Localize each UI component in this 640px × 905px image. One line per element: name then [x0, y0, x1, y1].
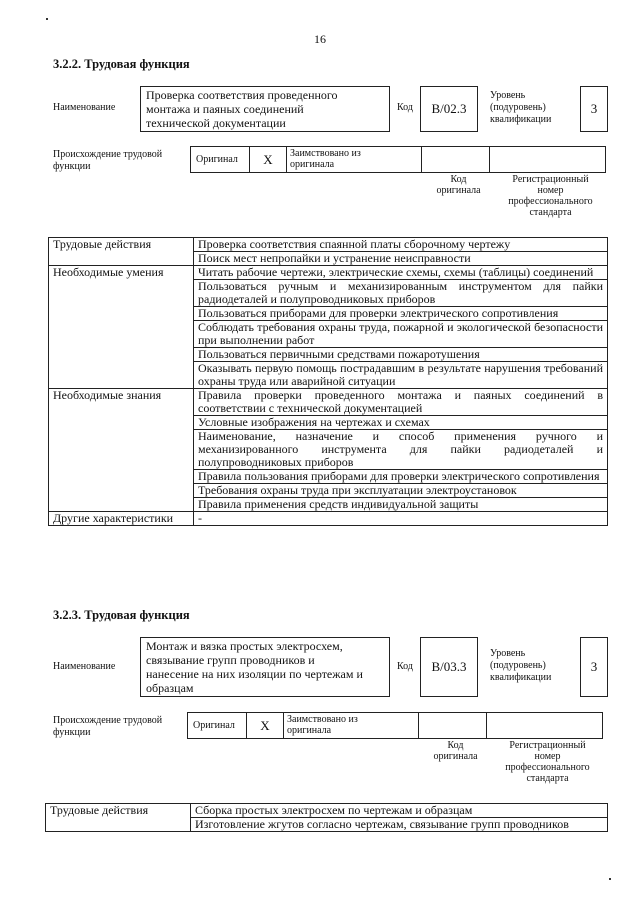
registration-number-caption	[492, 174, 609, 218]
row-item: Сборка простых электросхем по чертежам и образцам	[191, 804, 608, 818]
row-item: Правила применения средств индивидуальной защиты	[194, 498, 608, 512]
qualification-level-label	[490, 90, 551, 126]
caption-line: номер	[537, 185, 564, 196]
borrowed-label-line: Заимствовано из	[287, 714, 358, 725]
function-name-line: Проверка соответствия проведенного	[146, 88, 338, 102]
function-name-line: монтажа и паяных соединений	[146, 102, 304, 116]
function-code: B/03.3	[420, 637, 478, 697]
origin-label-line: функции	[53, 727, 91, 738]
section-title: 3.2.2. Трудовая функция	[53, 57, 190, 71]
function-name-line: технической документации	[146, 116, 286, 130]
borrowed-label-line: оригинала	[290, 159, 335, 170]
origin-label	[53, 149, 162, 173]
caption-line: Код	[447, 740, 464, 751]
function-table	[48, 237, 608, 526]
function-name-line: нанесение на них изоляции по чертежам и	[146, 667, 363, 681]
qualification-level: 3	[580, 86, 608, 132]
caption-line: Код	[450, 174, 467, 185]
caption-line: профессионального	[508, 196, 593, 207]
table-row	[49, 389, 608, 416]
table-row	[49, 512, 608, 526]
level-label-line: квалификации	[490, 672, 552, 683]
row-category: Необходимые умения	[49, 266, 194, 389]
registration-number-cell	[489, 146, 606, 173]
caption-line: профессионального	[505, 762, 590, 773]
row-item: Пользоваться приборами для проверки электрического сопротивления	[194, 307, 608, 321]
code-label: Код	[397, 102, 413, 113]
function-name-line: связывание групп проводников и	[146, 653, 315, 667]
origin-row	[190, 146, 605, 173]
borrowed-label	[283, 712, 419, 739]
function-name-box	[140, 637, 390, 697]
row-category: Необходимые знания	[49, 389, 194, 512]
row-category: Другие характеристики	[49, 512, 194, 526]
row-item: Проверка соответствия спаянной платы сборочному чертежу	[194, 238, 608, 252]
table-row	[46, 804, 608, 818]
row-item: Правила пользования приборами для проверки электрического сопротивления	[194, 470, 608, 484]
borrowed-label-line: Заимствовано из	[290, 148, 361, 159]
level-label-line: (подуровень)	[490, 102, 546, 113]
scan-speck	[609, 878, 611, 880]
table-row	[49, 238, 608, 252]
registration-number-caption	[489, 740, 606, 784]
page-number: 16	[314, 32, 326, 46]
row-item: Правила проверки проведенного монтажа и паяных соединений в соответствии с технической документацией	[194, 389, 608, 416]
function-code: B/02.3	[420, 86, 478, 132]
qualification-level: 3	[580, 637, 608, 697]
original-code-cell	[418, 712, 487, 739]
row-item: Пользоваться первичными средствами пожаротушения	[194, 348, 608, 362]
qualification-level-label	[490, 648, 551, 684]
origin-label-line: Происхождение трудовой	[53, 715, 163, 726]
function-name-line: образцам	[146, 681, 194, 695]
origin-row	[187, 712, 602, 739]
registration-number-cell	[486, 712, 603, 739]
code-label: Код	[397, 661, 413, 672]
level-label-line: квалификации	[490, 114, 552, 125]
row-item: Изготовление жгутов согласно чертежам, связывание групп проводников	[191, 818, 608, 832]
row-category: Трудовые действия	[46, 804, 191, 832]
row-item: Пользоваться ручным и механизированным инструментом для пайки радиодеталей и полупроводниковых приборов	[194, 280, 608, 307]
function-name-line: Монтаж и вязка простых электросхем,	[146, 639, 343, 653]
origin-label-line: Происхождение трудовой	[53, 149, 163, 160]
row-category: Трудовые действия	[49, 238, 194, 266]
caption-line: Регистрационный	[512, 174, 589, 185]
borrowed-label-line: оригинала	[287, 725, 332, 736]
function-table	[45, 803, 608, 832]
section-title: 3.2.3. Трудовая функция	[53, 608, 190, 622]
caption-line: Регистрационный	[509, 740, 586, 751]
level-label-line: Уровень	[490, 648, 526, 659]
name-label: Наименование	[53, 661, 116, 672]
caption-line: оригинала	[433, 751, 478, 762]
original-code-caption	[424, 174, 493, 196]
caption-line: стандарта	[526, 773, 569, 784]
origin-label	[53, 715, 162, 739]
original-code-caption	[421, 740, 490, 762]
row-item: Читать рабочие чертежи, электрические схемы, схемы (таблицы) соединений	[194, 266, 608, 280]
row-item: -	[194, 512, 608, 526]
origin-label-line: функции	[53, 161, 91, 172]
borrowed-label	[286, 146, 422, 173]
original-code-cell	[421, 146, 490, 173]
original-mark: X	[246, 712, 284, 739]
caption-line: номер	[534, 751, 561, 762]
row-item: Требования охраны труда при эксплуатации электроустановок	[194, 484, 608, 498]
function-name-box	[140, 86, 390, 132]
row-item: Оказывать первую помощь пострадавшим в результате нарушения требований охраны труда или аварийной ситуации	[194, 362, 608, 389]
row-item: Наименование, назначение и способ применения ручного и механизированного инструмента для пайки радиодеталей и полупроводниковых приборов	[194, 430, 608, 470]
level-label-line: Уровень	[490, 90, 526, 101]
scan-speck	[46, 18, 48, 20]
row-item: Соблюдать требования охраны труда, пожарной и экологической безопасности при выполнении работ	[194, 321, 608, 348]
original-label: Оригинал	[190, 146, 250, 173]
level-label-line: (подуровень)	[490, 660, 546, 671]
original-label: Оригинал	[187, 712, 247, 739]
table-row	[49, 266, 608, 280]
row-item: Условные изображения на чертежах и схемах	[194, 416, 608, 430]
original-mark: X	[249, 146, 287, 173]
row-item: Поиск мест непропайки и устранение неисправности	[194, 252, 608, 266]
name-label: Наименование	[53, 102, 116, 113]
caption-line: оригинала	[436, 185, 481, 196]
caption-line: стандарта	[529, 207, 572, 218]
